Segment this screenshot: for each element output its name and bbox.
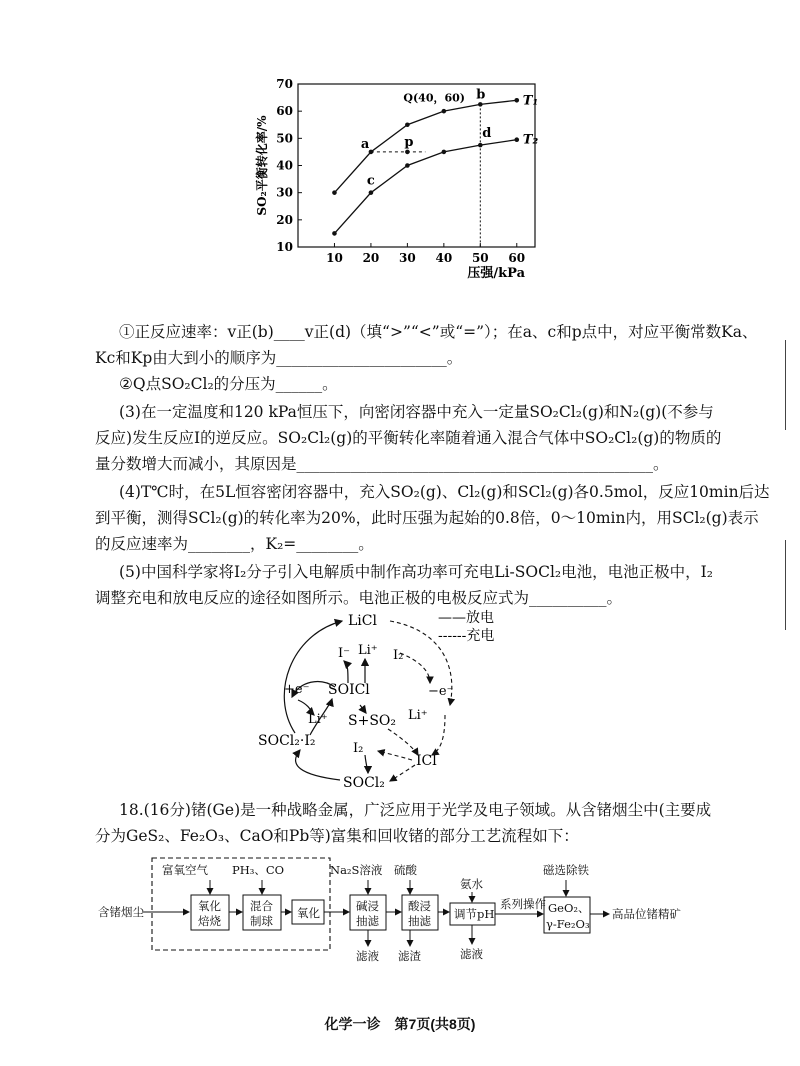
x-tick-label: 50 [471, 251, 489, 265]
question-3-cont: 反应)发生反应Ⅰ的逆反应。SO₂Cl₂(g)的平衡转化率随着通入混合气体中SO₂Cl₂(g)的物质的 [95, 429, 722, 447]
input-ph3-co: PH₃、CO [232, 863, 285, 877]
question-5-cont: 调整充电和放电反应的途径如图所示。电池正极的电极反应式为__________。 [95, 589, 623, 607]
question-18: 18.(16分)锗(Ge)是一种战略金属，广泛应用于光学及电子领域。从含锗烟尘中(主要成 [119, 801, 712, 819]
question-1-cont: Kc和Kp由大到小的顺序为______________________。 [95, 349, 463, 367]
question-3-cont2: 量分数增大而减小，其原因是______________________________________________。 [95, 455, 669, 473]
output-filtrate-1: 滤液 [356, 949, 379, 963]
species-socl2-i2: SOCl₂·I₂ [258, 733, 316, 749]
flow-operation: 系列操作 [500, 897, 546, 911]
box4-line1: 碱浸 [356, 899, 379, 913]
x-tick-label: 30 [399, 251, 416, 265]
so2-conversion-chart [250, 72, 550, 287]
x-tick-label: 20 [362, 251, 380, 265]
question-18-cont: 分为GeS₂、Fe₂O₃、CaO和Pb等)富集和回收锗的部分工艺流程如下： [95, 827, 579, 845]
y-tick-label: 40 [276, 158, 293, 173]
output-filtrate-2: 滤液 [460, 947, 483, 961]
chart-frame [298, 84, 535, 247]
page-footer: 化学一诊 第7页(共8页) [324, 1016, 476, 1032]
question-4: (4)T℃时，在5L恒容密闭容器中，充入SO₂(g)、Cl₂(g)和SCl₂(g)各0.5mol，反应10min后达 [119, 483, 770, 501]
species-li-2: Li⁺ [308, 712, 328, 727]
legend-discharge: ——放电 [438, 610, 494, 626]
series-2-point [514, 137, 519, 142]
series-2-point [478, 143, 483, 148]
y-axis-label: SO₂平衡转化率/% [255, 115, 269, 216]
point-label-p: p [404, 134, 414, 150]
series-2-point [369, 190, 374, 195]
species-socl2: SOCl₂ [343, 775, 385, 791]
input-air: 富氧空气 [162, 863, 208, 877]
box1-line1: 氧化 [198, 899, 221, 913]
question-1: ①正反应速率：v正(b)____v正(d)（填“>”“<”或“=”）；在a、c和p点中，对应平衡常数Ka、 [119, 323, 758, 341]
point-label-c: c [366, 173, 375, 189]
x-axis-label: 压强/kPa [467, 266, 525, 281]
scan-edge-line-2 [785, 540, 786, 630]
process-flow-chart [90, 852, 710, 992]
point-label-a: a [360, 136, 370, 152]
series-1-point [478, 102, 483, 107]
flow-end: 高品位锗精矿 [612, 907, 681, 921]
box5-line2: 抽滤 [408, 914, 431, 928]
species-icl: ICl [416, 753, 437, 769]
scan-edge-line [785, 340, 786, 430]
input-na2s: Na₂S溶液 [330, 863, 383, 877]
output-residue: 滤渣 [398, 949, 421, 963]
y-tick-label: 10 [276, 240, 293, 254]
series-1-point [514, 98, 519, 103]
q-annotation: Q(40，60) [403, 91, 465, 105]
species-soicl: SOICl [328, 682, 370, 698]
box1-line2: 焙烧 [198, 914, 221, 928]
series-1-point [442, 109, 447, 114]
species-plus-e: +e⁻ [284, 682, 310, 697]
flow-start: 含锗烟尘 [98, 905, 144, 919]
question-4-cont: 到平衡，测得SCl₂(g)的转化率为20%，此时压强为起始的0.8倍，0～10min内，用SCl₂(g)表示 [95, 509, 759, 527]
species-i2-top: I₂ [393, 648, 404, 663]
x-tick-label: 40 [435, 251, 453, 265]
species-li-3: Li⁺ [408, 708, 428, 723]
question-5: (5)中国科学家将I₂分子引入电解质中制作高功率可充电Li-SOCl₂电池，电池正极中，I₂ [119, 563, 713, 581]
y-tick-label: 50 [276, 131, 293, 146]
series-line-2 [334, 140, 516, 234]
series-2-point [442, 150, 447, 155]
point-label-b: b [476, 87, 486, 103]
box7-line2: γ-Fe₂O₃ [546, 917, 590, 931]
box2-line2: 制球 [250, 914, 273, 928]
x-tick-label: 10 [326, 251, 343, 265]
point-p-marker [405, 150, 410, 155]
species-licl: LiCl [348, 613, 377, 629]
species-i2-bottom: I₂ [353, 741, 364, 756]
input-magnetic: 磁选除铁 [543, 863, 589, 877]
y-tick-label: 30 [276, 185, 293, 200]
box3-label: 氧化 [297, 906, 320, 920]
question-2: ②Q点SO₂Cl₂的分压为______。 [119, 375, 338, 393]
series-2-point [332, 231, 337, 236]
point-label-d: d [482, 126, 492, 142]
battery-cycle-diagram [240, 605, 540, 795]
species-li-1: Li⁺ [358, 643, 378, 658]
series-label: T₁ [522, 93, 539, 109]
box2-line1: 混合 [250, 899, 273, 913]
y-tick-label: 70 [276, 77, 293, 91]
series-label: T₂ [522, 132, 539, 148]
legend-charge: ------充电 [438, 628, 495, 644]
series-1-point [405, 122, 410, 127]
box4-line2: 抽滤 [356, 914, 379, 928]
box7-line1: GeO₂、 [548, 901, 590, 915]
species-s-so2: S+SO₂ [348, 713, 397, 729]
x-tick-label: 60 [508, 251, 526, 265]
series-1-point [332, 190, 337, 195]
box5-line1: 酸浸 [408, 899, 431, 913]
box6-label: 调节pH [454, 907, 495, 921]
y-tick-label: 60 [276, 104, 293, 119]
species-iminus: I⁻ [338, 646, 350, 661]
y-tick-label: 20 [276, 212, 293, 227]
input-ammonia: 氨水 [460, 877, 483, 891]
series-2-point [405, 163, 410, 168]
question-4-cont2: 的反应速率为________，K₂=________。 [95, 535, 374, 553]
question-3: (3)在一定温度和120 kPa恒压下，向密闭容器中充入一定量SO₂Cl₂(g)和N₂(g)(不参与 [119, 403, 714, 421]
input-sulfuric: 硫酸 [394, 863, 417, 877]
species-minus-e: −e⁻ [428, 684, 454, 699]
